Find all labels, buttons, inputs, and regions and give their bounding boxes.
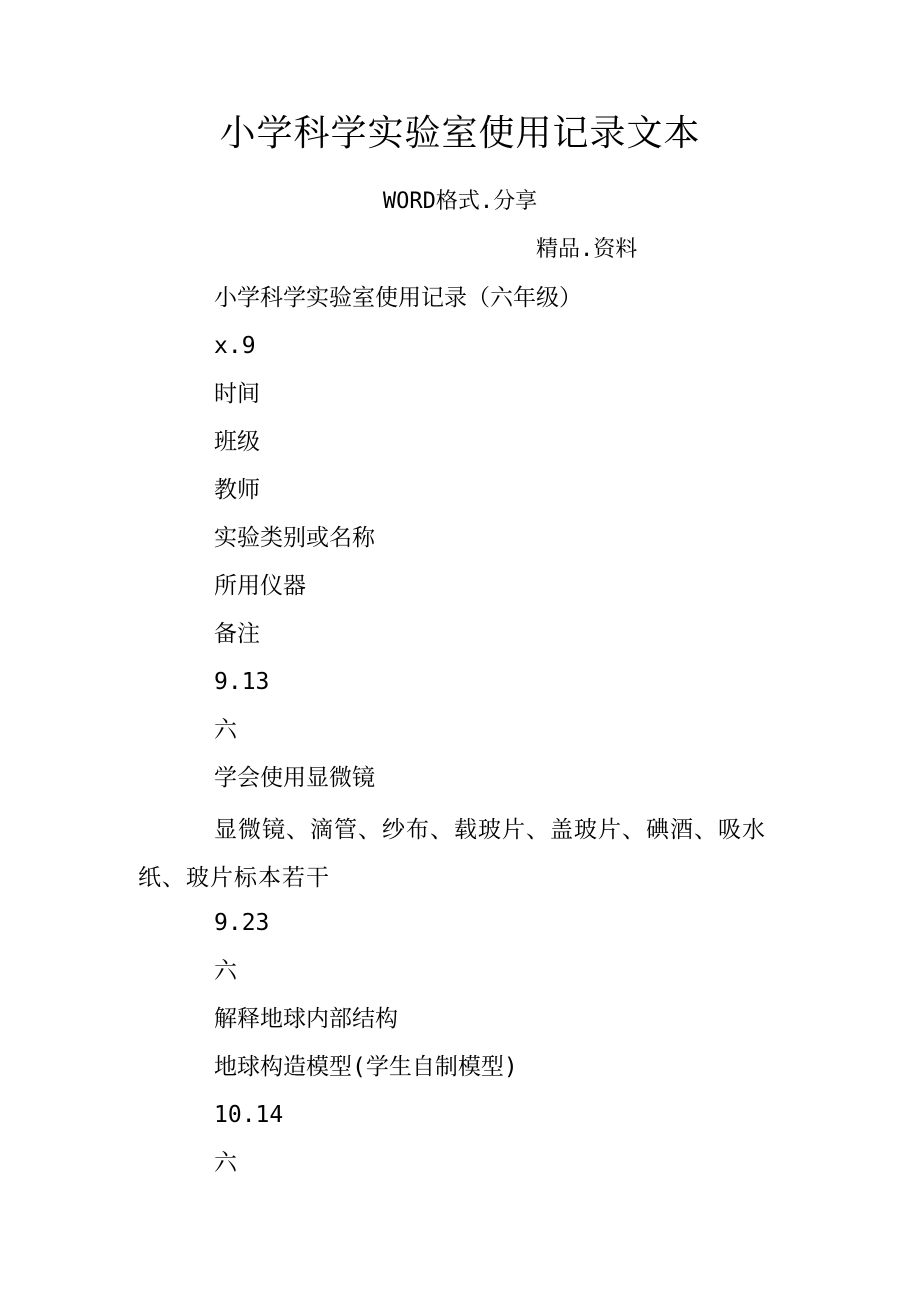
document-subtitle-secondary: 精品.资料 <box>536 237 638 262</box>
record-date: 9.23 <box>214 910 270 936</box>
column-label-time: 时间 <box>214 381 260 407</box>
column-label-experiment: 实验类别或名称 <box>214 525 375 551</box>
record-grade: 六 <box>214 1150 237 1176</box>
record-experiment: 解释地球内部结构 <box>214 1006 398 1032</box>
record-date-line: x.9 <box>214 333 256 359</box>
record-heading: 小学科学实验室使用记录（六年级） <box>214 285 582 311</box>
record-instruments: 地球构造模型(学生自制模型) <box>214 1054 518 1080</box>
record-instruments: 显微镜、滴管、纱布、载玻片、盖玻片、碘酒、吸水纸、玻片标本若干 <box>138 817 766 891</box>
record-date: 10.14 <box>214 1102 284 1128</box>
record-grade: 六 <box>214 958 237 984</box>
record-date: 9.13 <box>214 669 270 695</box>
document-subtitle: WORD格式.分享 <box>382 189 538 214</box>
column-label-class: 班级 <box>214 429 260 455</box>
record-experiment: 学会使用显微镜 <box>214 765 375 791</box>
document-title: 小学科学实验室使用记录文本 <box>219 113 701 154</box>
column-label-notes: 备注 <box>214 621 260 647</box>
record-grade: 六 <box>214 717 237 743</box>
column-label-instruments: 所用仪器 <box>214 573 306 599</box>
column-label-teacher: 教师 <box>214 477 260 503</box>
